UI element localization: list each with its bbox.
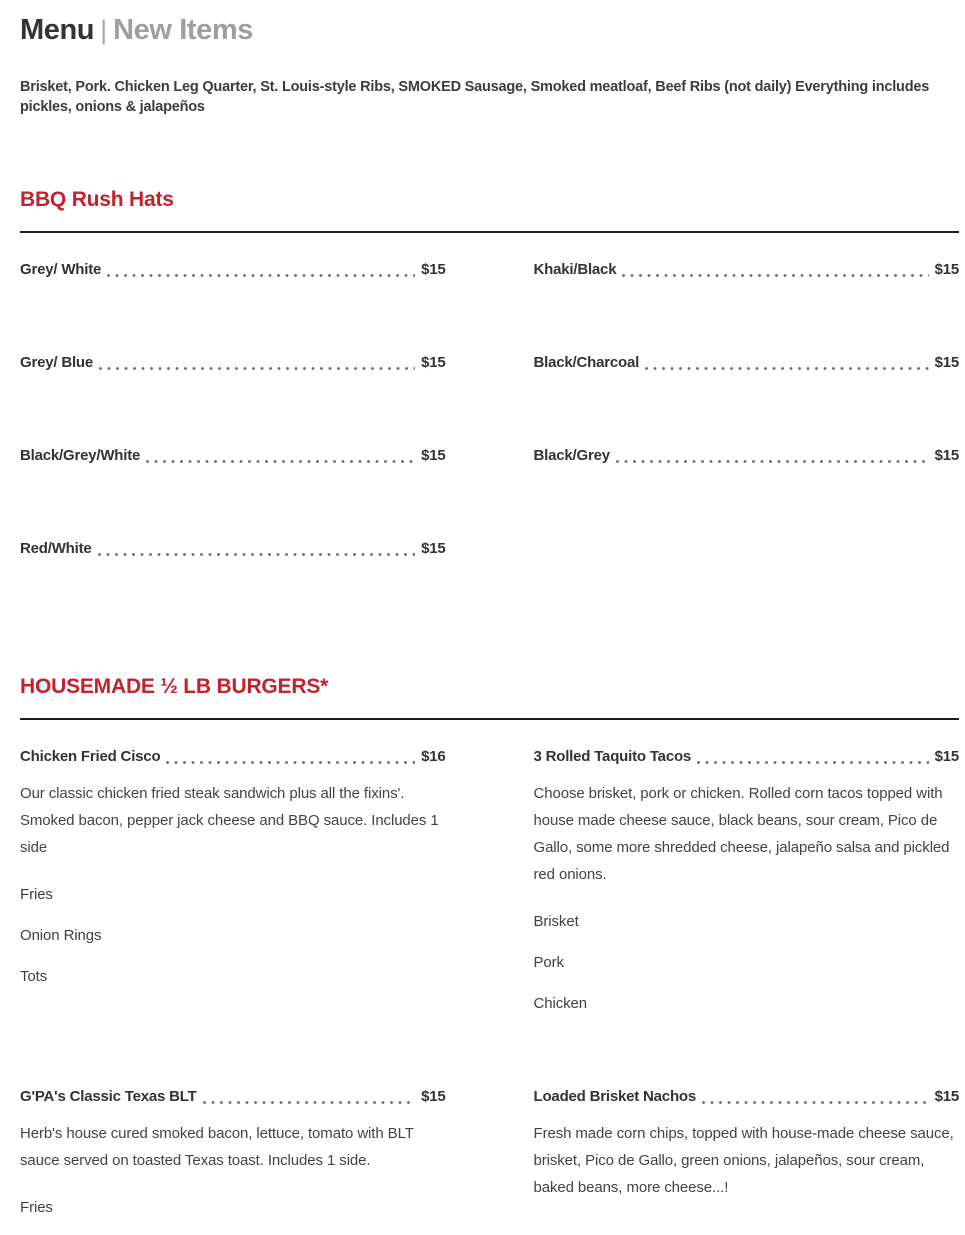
page-subtitle: New Items <box>113 14 253 46</box>
item-name: Black/Charcoal <box>533 354 640 371</box>
item-line <box>534 746 960 768</box>
item-price: $15 <box>934 354 959 371</box>
item-name: 3 Rolled Taquito Tacos <box>533 748 692 765</box>
item-line <box>20 259 446 281</box>
item-price: $15 <box>421 1088 446 1105</box>
item-name: Grey/ White <box>20 261 102 278</box>
item-line <box>20 445 446 467</box>
section-bbq-rush-hats <box>20 185 959 560</box>
item-option-fries: Fries <box>20 1199 53 1216</box>
item-line <box>20 746 446 768</box>
menu-item-black-grey <box>534 445 960 467</box>
section-rule <box>20 231 959 233</box>
dotted-leader <box>645 367 928 370</box>
item-price: $15 <box>421 261 446 278</box>
menu-description: Brisket, Pork. Chicken Leg Quarter, St. Louis-style Ribs, SMOKED Sausage, Smoked meatloaf, Beef Ribs (not daily) Everything includes pickles, onions & jalapeños <box>20 79 930 115</box>
item-description: Choose brisket, pork or chicken. Rolled corn tacos topped with house made cheese sauce, black beans, sour cream, Pico de Gallo, some more shredded cheese, jalapeño salsa and pickled red onions. <box>533 785 950 883</box>
item-option-pork: Pork <box>533 954 564 971</box>
section-rule <box>20 718 959 720</box>
item-description: Herb's house cured smoked bacon, lettuce, tomato with BLT sauce served on toasted Texas toast. Includes 1 side. <box>20 1125 414 1169</box>
item-option-tots: Tots <box>20 968 48 985</box>
item-name: Grey/ Blue <box>20 354 94 371</box>
item-line <box>534 259 960 281</box>
item-price: $15 <box>421 354 446 371</box>
section-title: BBQ Rush Hats <box>20 188 174 211</box>
item-price: $15 <box>934 447 959 464</box>
menu-item-black-grey-white <box>20 445 446 467</box>
item-name: Black/Grey/White <box>20 447 141 464</box>
items-grid-burgers <box>20 746 959 1215</box>
item-name: Khaki/Black <box>533 261 617 278</box>
item-line <box>20 352 446 374</box>
item-line <box>534 352 960 374</box>
menu-item-khaki-black <box>534 259 960 281</box>
menu-item-chicken-fried-cisco <box>20 746 446 984</box>
menu-item-grey-white <box>20 259 446 281</box>
item-description: Our classic chicken fried steak sandwich plus all the fixins'. Smoked bacon, pepper jack cheese and BBQ sauce. Includes 1 side <box>20 785 439 856</box>
item-price: $15 <box>934 748 959 765</box>
menu-item-grey-blue <box>20 352 446 374</box>
item-price: $15 <box>934 1088 959 1105</box>
title-separator: | <box>100 15 108 45</box>
section-title: HOUSEMADE ½ LB BURGERS* <box>20 675 329 698</box>
item-price: $16 <box>421 748 446 765</box>
item-line <box>20 1086 446 1108</box>
item-name: Loaded Brisket Nachos <box>533 1088 697 1105</box>
item-name: Red/White <box>20 540 92 557</box>
page-header <box>20 12 959 53</box>
dotted-leader <box>203 1101 415 1104</box>
item-name: Chicken Fried Cisco <box>20 748 161 765</box>
item-name: Black/Grey <box>533 447 610 464</box>
item-price: $15 <box>421 540 446 557</box>
dotted-leader <box>166 761 415 764</box>
menu-item-red-white <box>20 538 446 560</box>
item-name: G'PA's Classic Texas BLT <box>20 1088 197 1105</box>
dotted-leader <box>622 274 928 277</box>
item-option-onion-rings: Onion Rings <box>20 927 102 944</box>
dotted-leader <box>146 460 415 463</box>
item-option-chicken: Chicken <box>533 995 587 1012</box>
dotted-leader <box>98 553 416 556</box>
dotted-leader <box>702 1101 929 1104</box>
item-line <box>534 445 960 467</box>
items-grid-hats <box>20 259 959 560</box>
item-line <box>20 538 446 560</box>
dotted-leader <box>616 460 929 463</box>
dotted-leader <box>697 761 929 764</box>
item-price: $15 <box>421 447 446 464</box>
menu-item-black-charcoal <box>534 352 960 374</box>
menu-item-gpas-classic-texas-blt <box>20 1086 446 1215</box>
menu-item-3-rolled-taquito-tacos <box>534 746 960 1011</box>
dotted-leader <box>99 367 415 370</box>
item-line <box>534 1086 960 1108</box>
page-title: Menu <box>20 14 95 46</box>
item-option-fries: Fries <box>20 886 53 903</box>
section-housemade-burgers <box>20 672 959 1215</box>
item-price: $15 <box>934 261 959 278</box>
item-option-brisket: Brisket <box>533 913 579 930</box>
item-description: Fresh made corn chips, topped with house-made cheese sauce, brisket, Pico de Gallo, green onions, jalapeños, sour cream, baked beans, more cheese...! <box>533 1125 954 1196</box>
dotted-leader <box>107 274 415 277</box>
